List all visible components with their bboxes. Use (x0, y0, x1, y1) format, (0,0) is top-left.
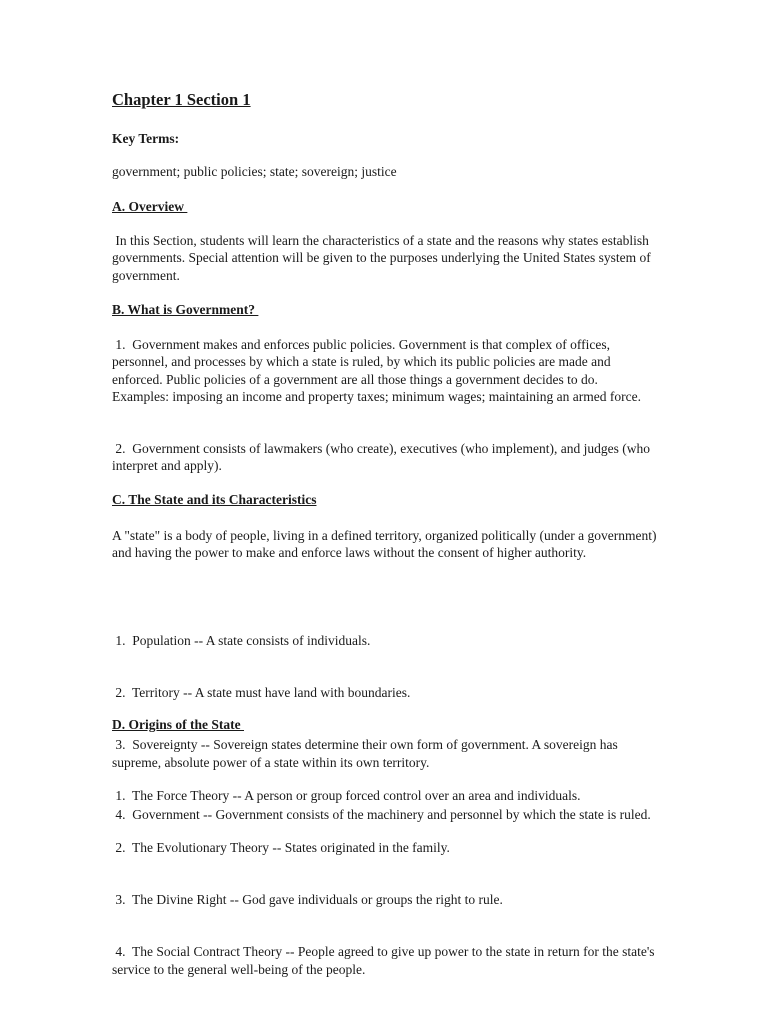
list-item: 4. The Social Contract Theory -- People agreed to give up power to the state in return for the state's service to the general well-being of the people. (112, 944, 658, 977)
government-item-2: 2. Government consists of lawmakers (who create), executives (who implement), and judges (who interpret and apply). (112, 441, 654, 474)
state-definition-paragraph: A "state" is a body of people, living in a defined territory, organized politically (under a government) and having the power to make and enforce laws without the consent of higher authority. (112, 528, 660, 561)
key-terms-heading: Key Terms: (112, 131, 180, 146)
overview-paragraph: In this Section, students will learn the characteristics of a state and the reasons why states establish governments. Special attention will be given to the purposes underlying the United States system of government. (112, 233, 655, 283)
list-item: 4. Government -- Government consists of the machinery and personnel by which the state is ruled. (112, 806, 651, 822)
key-terms-list: government; public policies; state; sovereign; justice (112, 164, 397, 179)
overview-heading: A. Overview (112, 199, 188, 214)
list-item: 2. The Evolutionary Theory -- States originated in the family. (112, 840, 450, 856)
state-characteristics-heading: C. The State and its Characteristics (112, 492, 317, 507)
list-item: 3. Sovereignty -- Sovereign states determine their own form of government. A sovereign has supreme, absolute power of a state within its own territory. (112, 737, 622, 770)
origins-list (112, 752, 657, 1013)
list-item: 2. Territory -- A state must have land with boundaries. (112, 685, 411, 701)
government-item-1: 1. Government makes and enforces public policies. Government is that complex of offices, personnel, and processes by which a state is ruled, by which its public policies are made and enforced. Public policies of a government are all those things a government decides to do. Examples: imposing an income and property taxes; minimum wages; maintaining an armed force. (112, 337, 641, 405)
list-item: 1. Population -- A state consists of individuals. (112, 632, 371, 648)
list-item: 3. The Divine Right -- God gave individuals or groups the right to rule. (112, 892, 503, 908)
origins-heading: D. Origins of the State (112, 717, 244, 732)
what-is-government-heading: B. What is Government? (112, 302, 259, 317)
list-item: 1. The Force Theory -- A person or group forced control over an area and individuals. (112, 787, 581, 803)
page-title: Chapter 1 Section 1 (112, 90, 251, 109)
